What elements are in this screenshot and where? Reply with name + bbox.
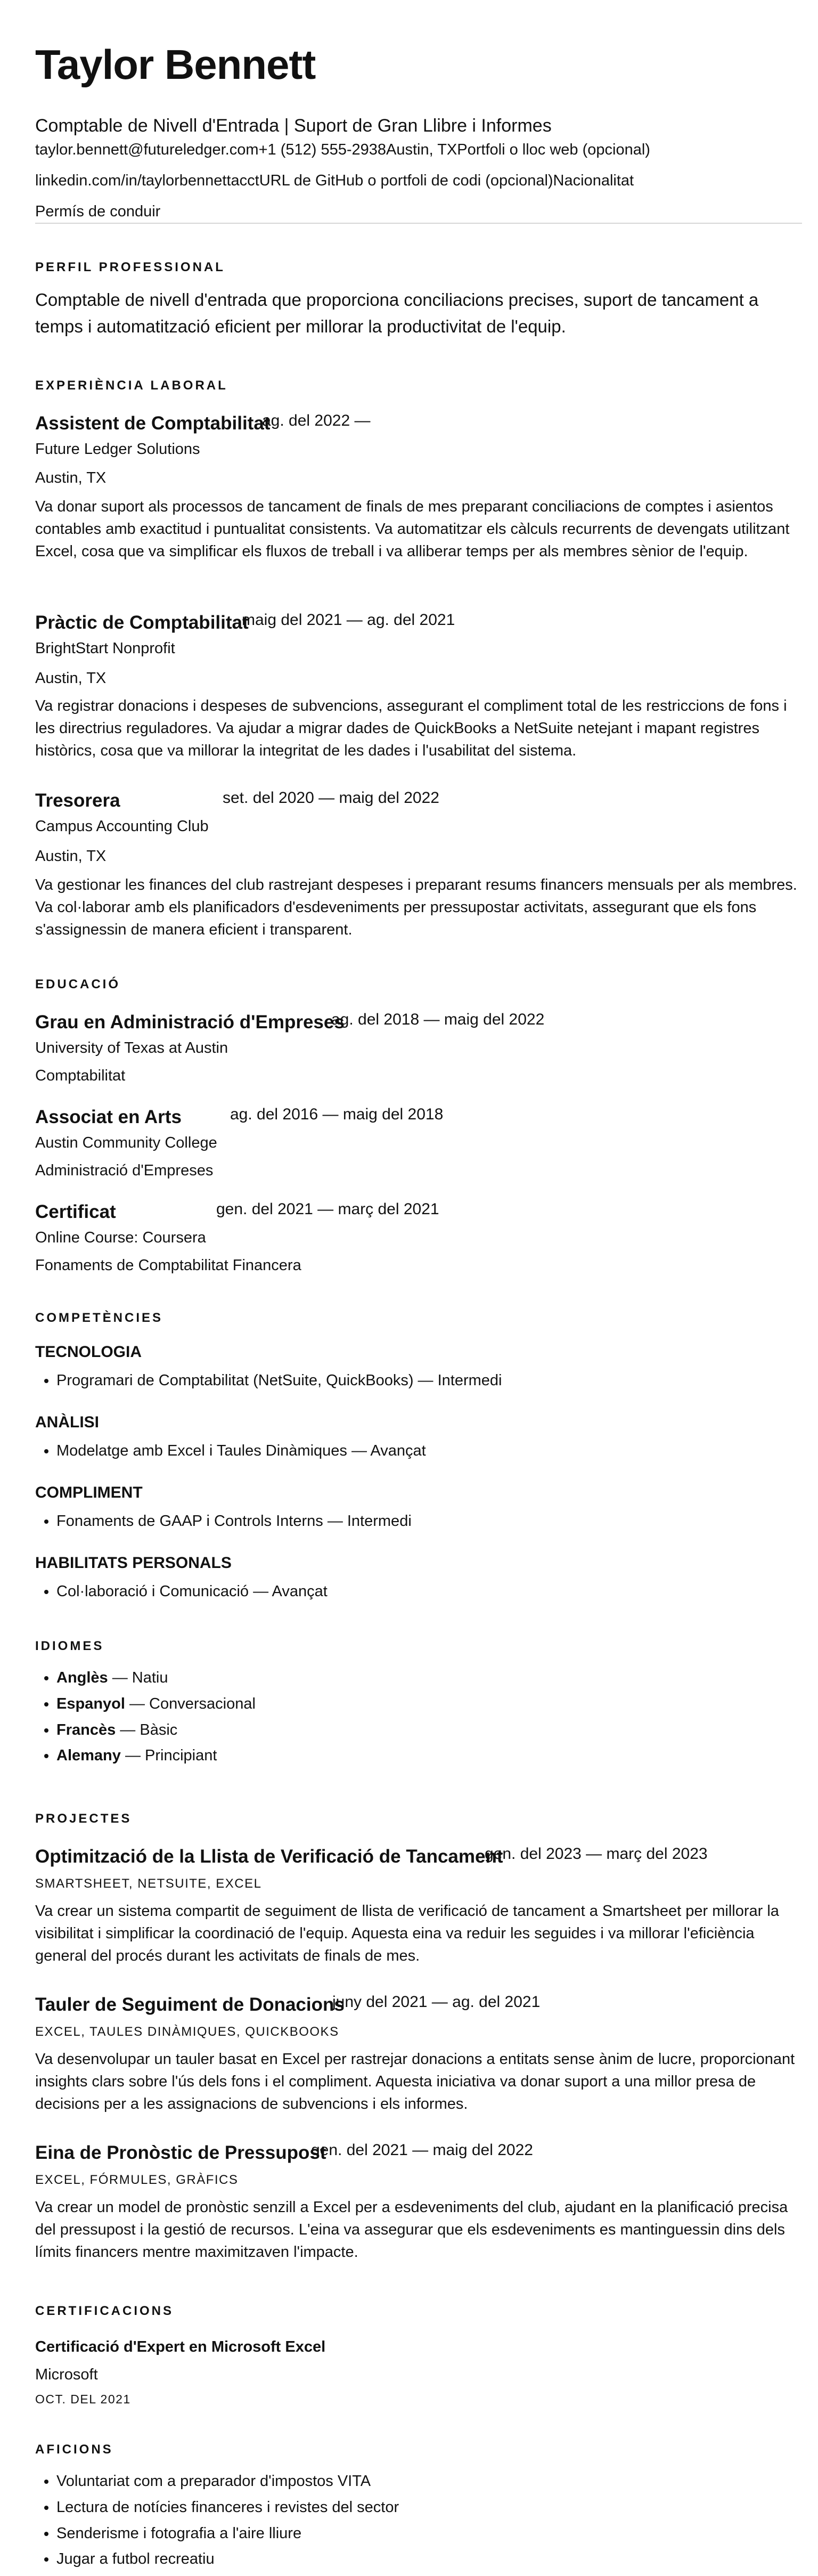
project-description: Va crear un model de pronòstic senzill a Excel per a esdeveniments del club, ajudant en la planificació precisa del pressupost i la gestió de recursos. L'eina va assegurar que els esdeveniments es mantinguessin dins dels límits financers mentre maximitzaven l'impacte. [35, 2199, 788, 2261]
education-field: Administració d'Empreses [35, 1162, 214, 1179]
language-level: — Conversacional [125, 1695, 256, 1712]
language-name: Francès [56, 1721, 116, 1738]
skill-list [35, 1512, 802, 1538]
experience-description: Va donar suport als processos de tancament de finals de mes preparant conciliacions de comptes i asientos contables amb exactitud i puntualitat consistents. Va automatitzar els càlculs recurrents de devengats utilitzant Excel, cosa que va simplificar els fluxos de treball i va alliberar temps per als membres sènior de l'equip. [35, 498, 790, 560]
certification-issuer: Microsoft [35, 2366, 98, 2383]
interest-list [35, 2472, 802, 2576]
education-field: Fonaments de Comptabilitat Financera [35, 1257, 301, 1274]
project-name: Tauler de Seguiment de Donacions [35, 1994, 345, 2015]
experience-location: Austin, TX [35, 670, 107, 687]
experience-company: Campus Accounting Club [35, 818, 209, 835]
language-level: — Principiant [120, 1747, 217, 1765]
language-level: — Natiu [108, 1669, 168, 1686]
skill-category: COMPLIMENT [35, 1484, 143, 1501]
education-school: Online Course: Coursera [35, 1229, 206, 1246]
project-dates: gen. del 2021 — maig del 2022 [311, 2141, 533, 2159]
project-name: Eina de Pronòstic de Pressupost [35, 2142, 326, 2163]
section-title-experience: EXPERIÈNCIA LABORAL [35, 378, 228, 393]
experience-dates: maig del 2021 — ag. del 2021 [242, 611, 455, 629]
section-title-projects: PROJECTES [35, 1811, 132, 1826]
experience-dates: set. del 2020 — maig del 2022 [223, 789, 439, 807]
candidate-name: Taylor Bennett [35, 41, 316, 88]
skill-item: • Programari de Comptabilitat (NetSuite, QuickBooks) — Intermedi [56, 1371, 802, 1390]
contact-line-2: linkedin.com/in/taylorbennettacctURL de GitHub o portfoli de codi (opcional)Nacionalitat [35, 172, 634, 189]
experience-company: Future Ledger Solutions [35, 441, 200, 458]
skill-category: HABILITATS PERSONALS [35, 1554, 232, 1572]
contact-line-3: Permís de conduir [35, 203, 161, 220]
language-name: Anglès [56, 1669, 108, 1686]
language-item [56, 1721, 802, 1740]
education-degree: Grau en Administració d'Empreses [35, 1012, 345, 1033]
experience-role: Tresorera [35, 790, 120, 811]
language-item [56, 1669, 802, 1687]
interest-item: • Senderisme i fotografia a l'aire lliure [56, 2524, 802, 2543]
experience-dates: ag. del 2022 — [262, 412, 371, 429]
project-dates: gen. del 2023 — març del 2023 [485, 1845, 708, 1863]
project-tags: EXCEL, FÓRMULES, GRÀFICS [35, 2173, 239, 2187]
interest-item: • Lectura de notícies financeres i revistes del sector [56, 2498, 802, 2517]
skill-item: • Modelatge amb Excel i Taules Dinàmiques — Avançat [56, 1442, 802, 1460]
section-title-interests: AFICIONS [35, 2442, 113, 2457]
skill-list [35, 1442, 802, 1468]
interest-item: • Voluntariat com a preparador d'impostos VITA [56, 2472, 802, 2491]
project-tags: SMARTSHEET, NETSUITE, EXCEL [35, 1876, 262, 1891]
skill-item: • Col·laboració i Comunicació — Avançat [56, 1582, 802, 1601]
education-dates: ag. del 2016 — maig del 2018 [230, 1106, 444, 1123]
contact-line-1: taylor.bennett@futureledger.com+1 (512) 555-2938Austin, TXPortfoli o lloc web (opcional) [35, 141, 650, 158]
experience-role: Pràctic de Comptabilitat [35, 612, 249, 633]
skill-list [35, 1371, 802, 1397]
headline: Comptable de Nivell d'Entrada | Suport de Gran Llibre i Informes [35, 116, 552, 136]
project-description: Va crear un sistema compartit de seguiment de llista de verificació de tancament a Smartsheet per millorar la visibilitat i simplificar la coordinació de l'equip. Aquesta eina va reduir les seguides i va millorar l'eficiència general del procés durant les activitats de finals de mes. [35, 1903, 779, 1965]
skill-list [35, 1582, 802, 1608]
experience-role: Assistent de Comptabilitat [35, 413, 271, 434]
education-dates: ag. del 2018 — maig del 2022 [331, 1011, 545, 1028]
section-title-summary: PERFIL PROFESSIONAL [35, 260, 225, 274]
section-title-certifications: CERTIFICACIONS [35, 2304, 174, 2318]
language-name: Alemany [56, 1747, 121, 1765]
language-list [35, 1669, 802, 1773]
interest-item: • Jugar a futbol recreatiu [56, 2550, 802, 2569]
experience-description: Va registrar donacions i despeses de subvencions, assegurant el compliment total de les restriccions de fons i les directrius reguladores. Va ajudar a migrar dades de QuickBooks a NetSuite netejant i mapant registres històrics, cosa que va millorar la integritat de les dades i l'usabilitat del sistema. [35, 697, 787, 760]
language-item [56, 1695, 802, 1713]
certification-date: OCT. DEL 2021 [35, 2392, 131, 2406]
education-dates: gen. del 2021 — març del 2021 [216, 1200, 439, 1218]
education-field: Comptabilitat [35, 1067, 126, 1084]
section-title-skills: COMPETÈNCIES [35, 1311, 163, 1325]
header-divider [35, 223, 802, 224]
experience-company: BrightStart Nonprofit [35, 640, 175, 657]
certification-name: Certificació d'Expert en Microsoft Excel [35, 2338, 326, 2355]
summary-text: Comptable de nivell d'entrada que proporciona conciliacions precises, suport de tancament a temps i automatització eficient per millorar la productivitat de l'equip. [35, 290, 759, 336]
experience-description: Va gestionar les finances del club rastrejant despeses i preparant resums financers mensuals per als membres. Va col·laborar amb els planificadors d'esdeveniments per pressupostar activitats, assegurant que els fons s'assignessin de manera eficient i transparent. [35, 876, 797, 939]
education-degree: Certificat [35, 1201, 116, 1222]
language-item [56, 1746, 802, 1765]
project-description: Va desenvolupar un tauler basat en Excel per rastrejar donacions a entitats sense ànim de lucre, proporcionant insights clars sobre l'ús dels fons i el compliment. Aquesta iniciativa va donar suport a una millor presa de decisions per a les assignacions de subvencions i els informes. [35, 2051, 795, 2113]
project-name: Optimització de la Llista de Verificació de Tancament [35, 1846, 503, 1867]
education-school: Austin Community College [35, 1134, 217, 1151]
experience-location: Austin, TX [35, 848, 107, 865]
section-title-education: EDUCACIÓ [35, 977, 121, 992]
education-school: University of Texas at Austin [35, 1039, 228, 1057]
skill-category: ANÀLISI [35, 1413, 99, 1431]
skill-item: • Fonaments de GAAP i Controls Interns — Intermedi [56, 1512, 802, 1531]
experience-location: Austin, TX [35, 469, 107, 486]
education-degree: Associat en Arts [35, 1107, 182, 1127]
section-title-languages: IDIOMES [35, 1639, 104, 1653]
language-level: — Bàsic [116, 1721, 178, 1738]
skill-category: TECNOLOGIA [35, 1343, 142, 1361]
project-dates: juny del 2021 — ag. del 2021 [332, 1993, 541, 2011]
language-name: Espanyol [56, 1695, 125, 1712]
project-tags: EXCEL, TAULES DINÀMIQUES, QUICKBOOKS [35, 2025, 339, 2039]
